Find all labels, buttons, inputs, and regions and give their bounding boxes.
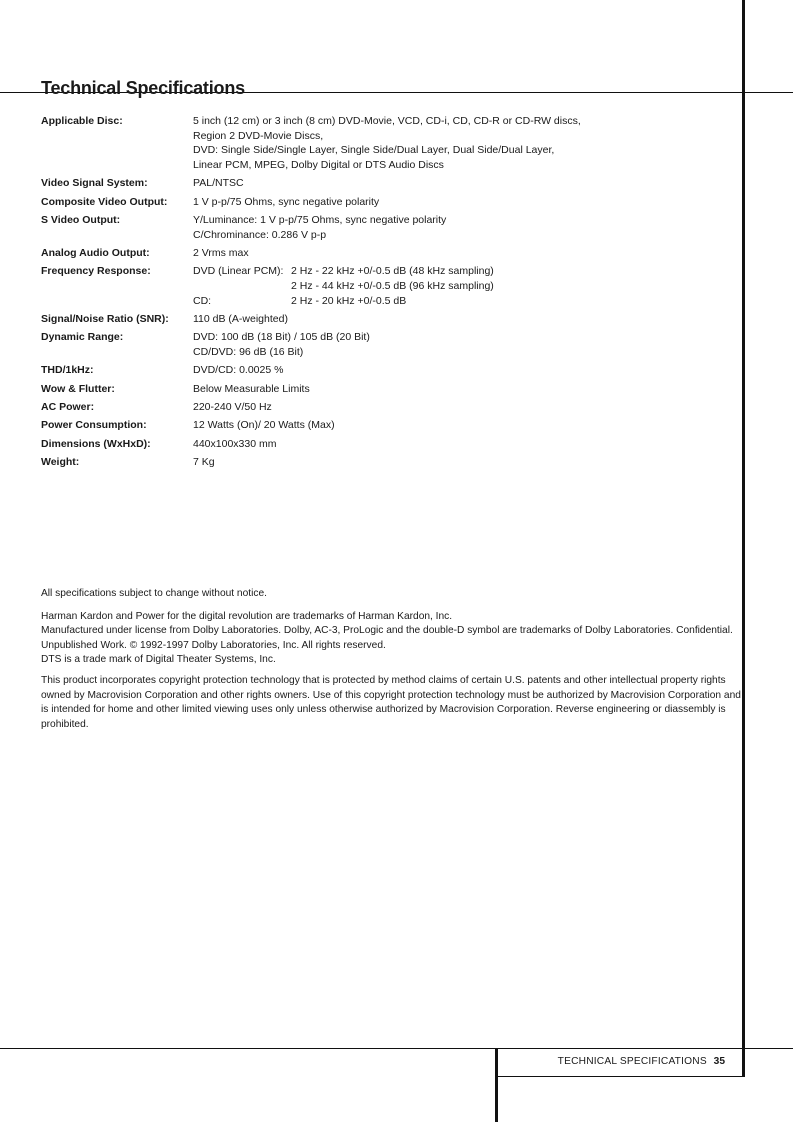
spec-label: AC Power: [41,401,95,414]
spec-row [41,195,731,210]
spec-value [193,213,731,242]
spec-label: Signal/Noise Ratio (SNR): [41,312,169,325]
spec-value-line: 110 dB (A-weighted) [193,312,288,325]
spec-value-line: 2 Vrms max [193,246,249,259]
spec-value-line: 12 Watts (On)/ 20 Watts (Max) [193,419,335,432]
frequency-condition [193,279,291,294]
footer-underline [498,1076,745,1077]
note-line: Unpublished Work. © 1992-1997 Dolby Laboratories, Inc. All rights reserved. [41,639,386,651]
spec-value [193,382,731,397]
spec-value-line: DVD: 100 dB (18 Bit) / 105 dB (20 Bit) [193,331,370,344]
frequency-value: 2 Hz - 20 kHz +0/-0.5 dB [291,294,407,307]
note-line: prohibited. [41,718,89,730]
spec-value-line: C/Chrominance: 0.286 V p-p [193,228,327,241]
spec-value-line: 1 V p-p/75 Ohms, sync negative polarity [193,195,380,208]
spec-row [41,455,731,470]
spec-label: Applicable Disc: [41,115,123,127]
spec-label: Video Signal System: [41,177,148,190]
spec-row [41,264,731,308]
spec-value-line: Region 2 DVD-Movie Discs, [193,129,324,142]
spec-value-line: Y/Luminance: 1 V p-p/75 Ohms, sync negative polarity [193,213,447,226]
spec-value-line: DVD: Single Side/Single Layer, Single Side/Dual Layer, Dual Side/Dual Layer, [193,144,555,157]
spec-value-line: Linear PCM, MPEG, Dolby Digital or DTS Audio Discs [193,158,444,171]
note-line: Manufactured under license from Dolby Laboratories. Dolby, AC-3, ProLogic and the double-D symbol are trademarks of Dolby Laboratories. Confidential. [41,625,733,637]
spec-label: Power Consumption: [41,419,147,432]
footer-top-rule [0,1048,793,1049]
frequency-condition: DVD (Linear PCM): [193,265,284,278]
spec-value [193,437,731,452]
page-right-rule [742,0,745,1077]
spec-label: Frequency Response: [41,265,151,278]
note-paragraph [41,674,741,732]
spec-value-line: 440x100x330 mm [193,437,277,450]
page-footer [558,1056,725,1067]
spec-row [41,312,731,327]
spec-value [193,246,731,261]
note-line: Harman Kardon and Power for the digital revolution are trademarks of Harman Kardon, Inc. [41,610,453,622]
spec-value [193,176,731,191]
page-title: Technical Specifications [41,78,245,99]
footer-section-label: TECHNICAL SPECIFICATIONS [557,1056,707,1067]
note-line: All specifications subject to change without notice. [41,588,267,599]
note-line: This product incorporates copyright protection technology that is protected by method claims of certain U.S. patents and other intellectual property rights [41,674,726,686]
frequency-condition: CD: [193,294,212,307]
footer-vertical-rule [495,1048,498,1122]
specifications-table [41,114,731,474]
spec-label: Dimensions (WxHxD): [41,437,151,450]
spec-value [193,455,731,470]
spec-row [41,176,731,191]
note-paragraph [41,587,731,602]
spec-value-line: Below Measurable Limits [193,382,310,395]
spec-label: Wow & Flutter: [41,382,115,395]
spec-row [41,213,731,242]
spec-label: Composite Video Output: [41,195,168,208]
spec-value-line: CD/DVD: 96 dB (16 Bit) [193,345,304,358]
spec-value-line: DVD/CD: 0.0025 % [193,364,284,377]
spec-value-line: PAL/NTSC [193,177,244,190]
spec-label: Dynamic Range: [41,331,124,344]
spec-value-line: 220-240 V/50 Hz [193,401,272,414]
spec-row [41,246,731,261]
spec-label: S Video Output: [41,213,121,226]
spec-row [41,437,731,452]
spec-row [41,330,731,359]
spec-row [41,363,731,378]
spec-label: THD/1kHz: [41,364,94,377]
note-line: is intended for home and other limited viewing uses only unless otherwise authorized by Macrovision Corporation. Reverse engineering or diassembly is [41,704,726,716]
spec-row [41,400,731,415]
page-number: 35 [713,1056,725,1067]
frequency-response-row [193,279,731,294]
legal-notes [41,587,741,738]
spec-row [41,418,731,433]
frequency-response-row [193,264,731,279]
spec-value [193,363,731,378]
note-paragraph [41,610,731,668]
frequency-response-row [193,294,731,309]
spec-value [193,264,731,308]
spec-value [193,418,731,433]
spec-label: Analog Audio Output: [41,246,150,259]
spec-row [41,382,731,397]
spec-row [41,114,731,172]
spec-label: Weight: [41,456,80,469]
frequency-value: 2 Hz - 22 kHz +0/-0.5 dB (48 kHz sampling) [291,265,494,278]
frequency-value: 2 Hz - 44 kHz +0/-0.5 dB (96 kHz sampling) [291,279,494,292]
spec-value-line: 5 inch (12 cm) or 3 inch (8 cm) DVD-Movie, VCD, CD-i, CD, CD-R or CD-RW discs, [193,115,581,127]
spec-value-line: 7 Kg [193,456,215,469]
spec-value [193,195,731,210]
note-line: owned by Macrovision Corporation and other rights owners. Use of this copyright protection technology must be authorized by Macrovision Corporation and [41,689,741,701]
spec-value [193,330,731,359]
note-line: DTS is a trade mark of Digital Theater Systems, Inc. [41,654,276,666]
spec-value [193,400,731,415]
spec-value [193,312,731,327]
spec-value [193,114,731,172]
